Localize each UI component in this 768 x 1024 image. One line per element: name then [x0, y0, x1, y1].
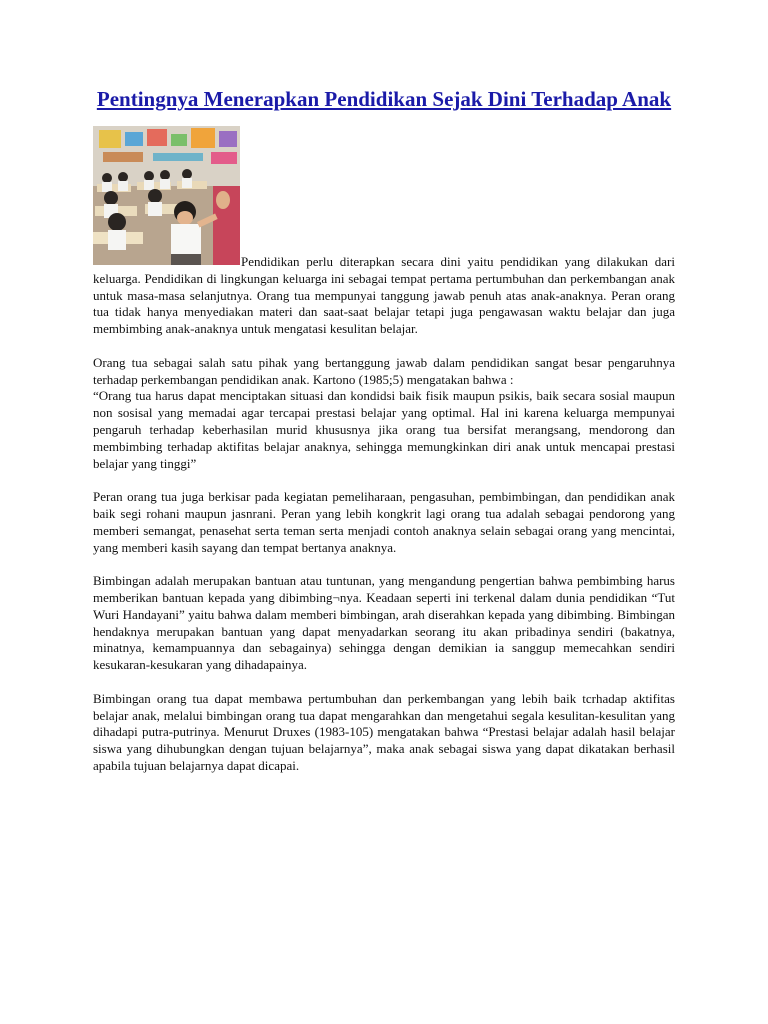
paragraph: Peran orang tua juga berkisar pada kegiatan pemeliharaan, pengasuhan, pembimbingan, dan pendidikan anak baik segi rohani maupun jasnrani. Peran yang lebih kongkrit lagi orang tua adalah sebagai pendorong yang memberi semangat, penasehat serta teman serta menjadi contoh anaknya selain sebagai orang yang mencintai, yang memberi kasih sayang dan tempat bertanya anaknya.	[93, 489, 675, 555]
paragraph: Bimbingan orang tua dapat membawa pertumbuhan dan perkembangan yang lebih baik tcrhadap aktifitas belajar anak, melalui bimbingan orang tua dapat mengarahkan dan mengetahui segala kesulitan-kesulitan yang dihadapi putra-putrinya. Menurut Druxes (1983-105) mengatakan bahwa “Prestasi belajar adalah hasil belajar siswa yang dihubungkan dengan tujuan belajarnya”, maka anak sebagai siswa yang dapat dikatakan berhasil apabila tujuan belajarnya dapat dicapai.	[93, 690, 675, 773]
article-title-link[interactable]: Pentingnya Menerapkan Pendidikan Sejak Dini Terhadap Anak	[96, 87, 672, 111]
document-page	[93, 86, 675, 775]
paragraph: Bimbingan adalah merupakan bantuan atau tuntunan, yang mengandung pengertian bahwa pembimbing harus memberikan bantuan kepada yang dibimbing¬nya. Keadaan seperti ini terkenal dalam dunia pendidikan “Tut Wuri Handayani” yaitu bahwa dalam memberi bimbingan, arah diserahkan kepada yang dibimbing. Bimbingan hendaknya merupakan bantuan yang dapat menyadarkan seorang itu akan pribadinya sendiri (bakatnya, minatnya, kemampuannya dan sebagainya) sehingga dengan demikian ia sanggup memecahkan sendiri kesukaran-kesukaran yang dihadapainya.	[93, 573, 675, 673]
article-title	[93, 86, 675, 112]
paragraph: Orang tua sebagai salah satu pihak yang bertanggung jawab dalam pendidikan sangat besar pengaruhnya terhadap perkembangan pendidikan anak. Kartono (1985;5) mengatakan bahwa :	[93, 354, 675, 387]
classroom-photo	[93, 126, 240, 265]
paragraph: Pendidikan perlu diterapkan secara dini yaitu pendidikan yang dilakukan dari keluarga. Pendidikan di lingkungan keluarga ini sebagai tempat pertama pertumbuhan dan perkembangan anak untuk masa-masa selanjutnya. Orang tua mempunyai tanggung jawab penuh atas anak-anaknya. Peran orang tua tidak hanya menyediakan materi dan saat-saat belajar tetapi juga pengawasan waktu belajar dan juga membimbing anak-anaknya untuk mengatasi kesulitan belajar.	[93, 254, 675, 337]
quote-paragraph: “Orang tua harus dapat menciptakan situasi dan kondidsi baik fisik maupun psikis, baik secara sosial maupun non sosisal yang memadai agar tercapai prestasi belajar yang optimal. Hal ini karena keluarga mempunyai pengaruh terhadap keberhasilan murid khususnya jika orang tua bersifat merangsang, mendorong dan membimbing terhadap aktifitas belajar anaknya, sehingga memungkinkan diri anak untuk mencapai prestasi belajar yang tinggi”	[93, 388, 675, 471]
